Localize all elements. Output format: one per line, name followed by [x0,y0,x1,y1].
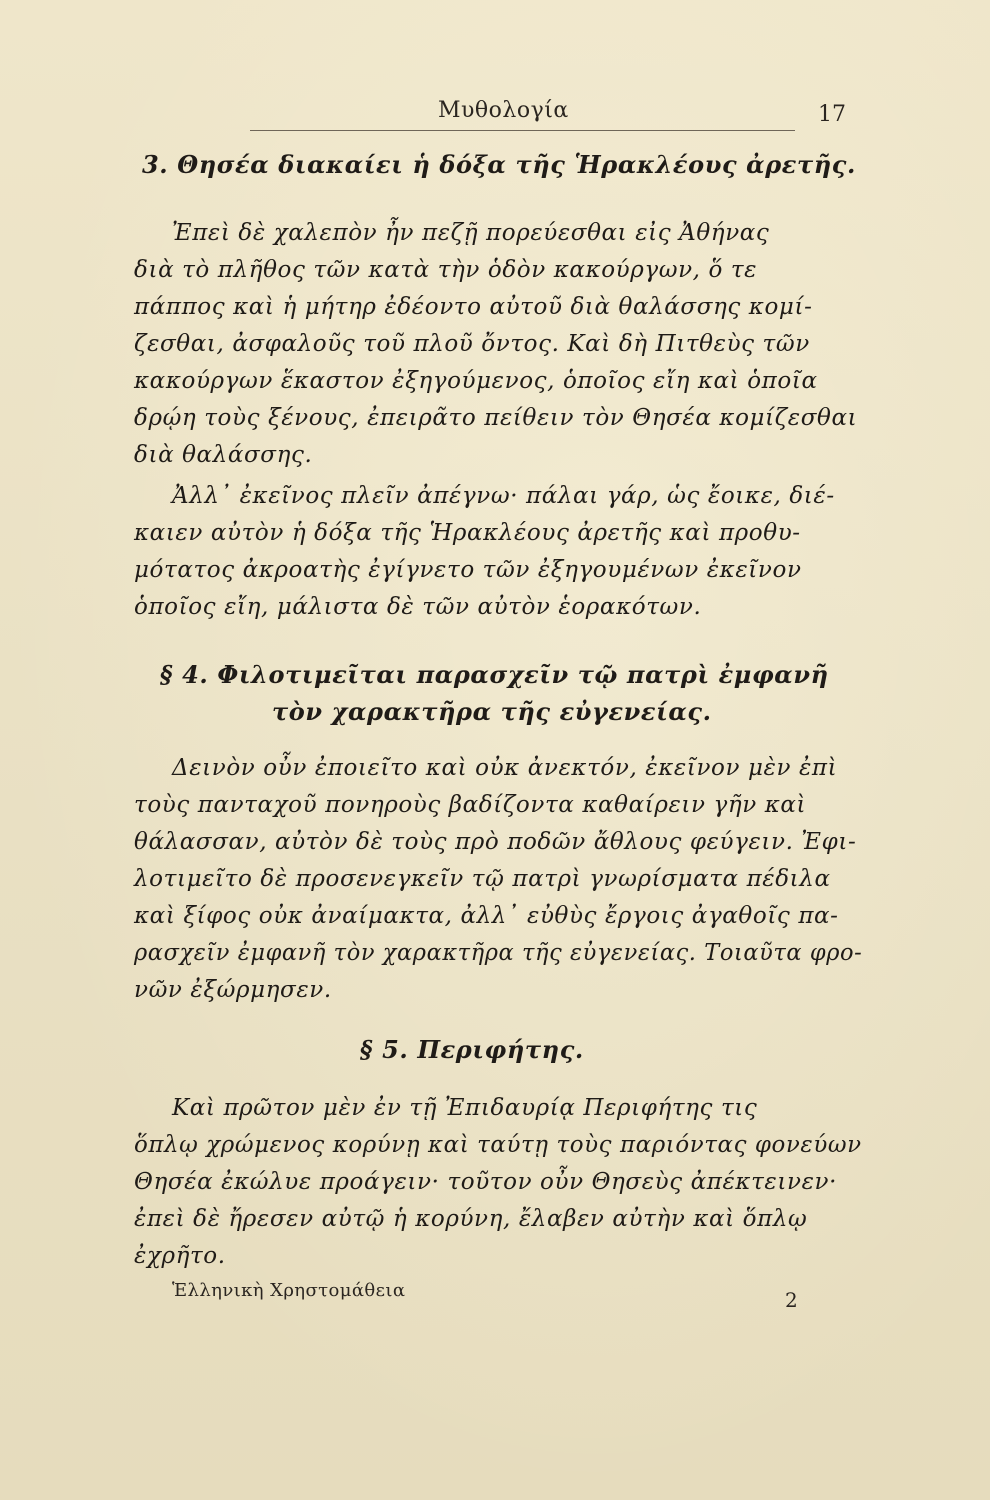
s3-p2-line-3: μότατος ἀκροατὴς ἐγίγνετο τῶν ἐξηγουμένων ἐκεῖνον [134,557,802,583]
section-5-heading: § 5. Περιφήτης. [360,1035,584,1064]
section-4-heading-line-2: τὸν χαρακτῆρα τῆς εὐγενείας. [272,697,712,726]
s4-p1-line-2: τοὺς πανταχοῦ πονηροὺς βαδίζοντα καθαίρειν γῆν καὶ [134,792,807,818]
signature-mark: 2 [785,1288,798,1312]
page-number: 17 [818,102,846,127]
s4-p1-line-6: ρασχεῖν ἐμφανῆ τὸν χαρακτῆρα τῆς εὐγενείας. Τοιαῦτα φρο- [134,940,863,966]
s3-p1-line-3: πάππος καὶ ἡ μήτηρ ἐδέοντο αὐτοῦ διὰ θαλάσσης κομί- [134,294,813,320]
s3-p1-line-2: διὰ τὸ πλῆθος τῶν κατὰ τὴν ὁδὸν κακούργων, ὅ τε [134,257,758,283]
footer-source: Ἑλληνικὴ Χρηστομάθεια [172,1280,406,1301]
s5-p1-line-2: ὅπλῳ χρώμενος κορύνῃ καὶ ταύτῃ τοὺς παριόντας φονεύων [134,1132,862,1158]
s3-p1-line-6: δρῴη τοὺς ξένους, ἐπειρᾶτο πείθειν τὸν Θησέα κομίζεσθαι [134,405,858,431]
s3-p2-line-1: Ἀλλ᾽ ἐκεῖνος πλεῖν ἀπέγνω· πάλαι γάρ, ὡς ἔοικε, διέ- [172,483,835,509]
section-3-heading: 3. Θησέα διακαίει ἡ δόξα τῆς Ἡρακλέους ἀρετῆς. [142,150,856,179]
s3-p1-line-7: διὰ θαλάσσης. [134,442,313,468]
s5-p1-line-4: ἐπεὶ δὲ ἤρεσεν αὐτῷ ἡ κορύνη, ἔλαβεν αὐτὴν καὶ ὅπλῳ [134,1206,808,1232]
s4-p1-line-3: θάλασσαν, αὐτὸν δὲ τοὺς πρὸ ποδῶν ἄθλους φεύγειν. Ἐφι- [134,829,857,855]
s3-p1-line-5: κακούργων ἕκαστον ἐξηγούμενος, ὁποῖος εἴη καὶ ὁποῖα [134,368,818,394]
running-head [0,98,990,134]
s4-p1-line-1: Δεινὸν οὖν ἐποιεῖτο καὶ οὐκ ἀνεκτόν, ἐκεῖνον μὲν ἐπὶ [172,755,838,781]
s4-p1-line-4: λοτιμεῖτο δὲ προσενεγκεῖν τῷ πατρὶ γνωρίσματα πέδιλα [134,866,831,892]
s4-p1-line-5: καὶ ξίφος οὐκ ἀναίμακτα, ἀλλ᾽ εὐθὺς ἔργοις ἀγαθοῖς πα- [134,903,839,929]
header-rule [250,130,795,131]
s5-p1-line-5: ἐχρῆτο. [134,1243,226,1269]
s3-p2-line-4: ὁποῖος εἴη, μάλιστα δὲ τῶν αὐτὸν ἑορακότων. [134,594,702,620]
s3-p1-line-1: Ἐπεὶ δὲ χαλεπὸν ἦν πεζῇ πορεύεσθαι εἰς Ἀθήνας [172,220,770,246]
s5-p1-line-1: Καὶ πρῶτον μὲν ἐν τῇ Ἐπιδαυρίᾳ Περιφήτης τις [172,1095,758,1121]
s5-p1-line-3: Θησέα ἐκώλυε προάγειν· τοῦτον οὖν Θησεὺς ἀπέκτεινεν· [134,1169,838,1195]
s3-p1-line-4: ζεσθαι, ἀσφαλοῦς τοῦ πλοῦ ὄντος. Καὶ δὴ Πιτθεὺς τῶν [134,331,810,357]
s3-p2-line-2: καιεν αὐτὸν ἡ δόξα τῆς Ἡρακλέους ἀρετῆς καὶ προθυ- [134,520,801,546]
s4-p1-line-7: νῶν ἐξώρμησεν. [134,977,332,1003]
section-4-heading-line-1: § 4. Φιλοτιμεῖται παρασχεῖν τῷ πατρὶ ἐμφανῆ [160,660,829,689]
running-head-title: Μυθολογία [438,98,569,123]
